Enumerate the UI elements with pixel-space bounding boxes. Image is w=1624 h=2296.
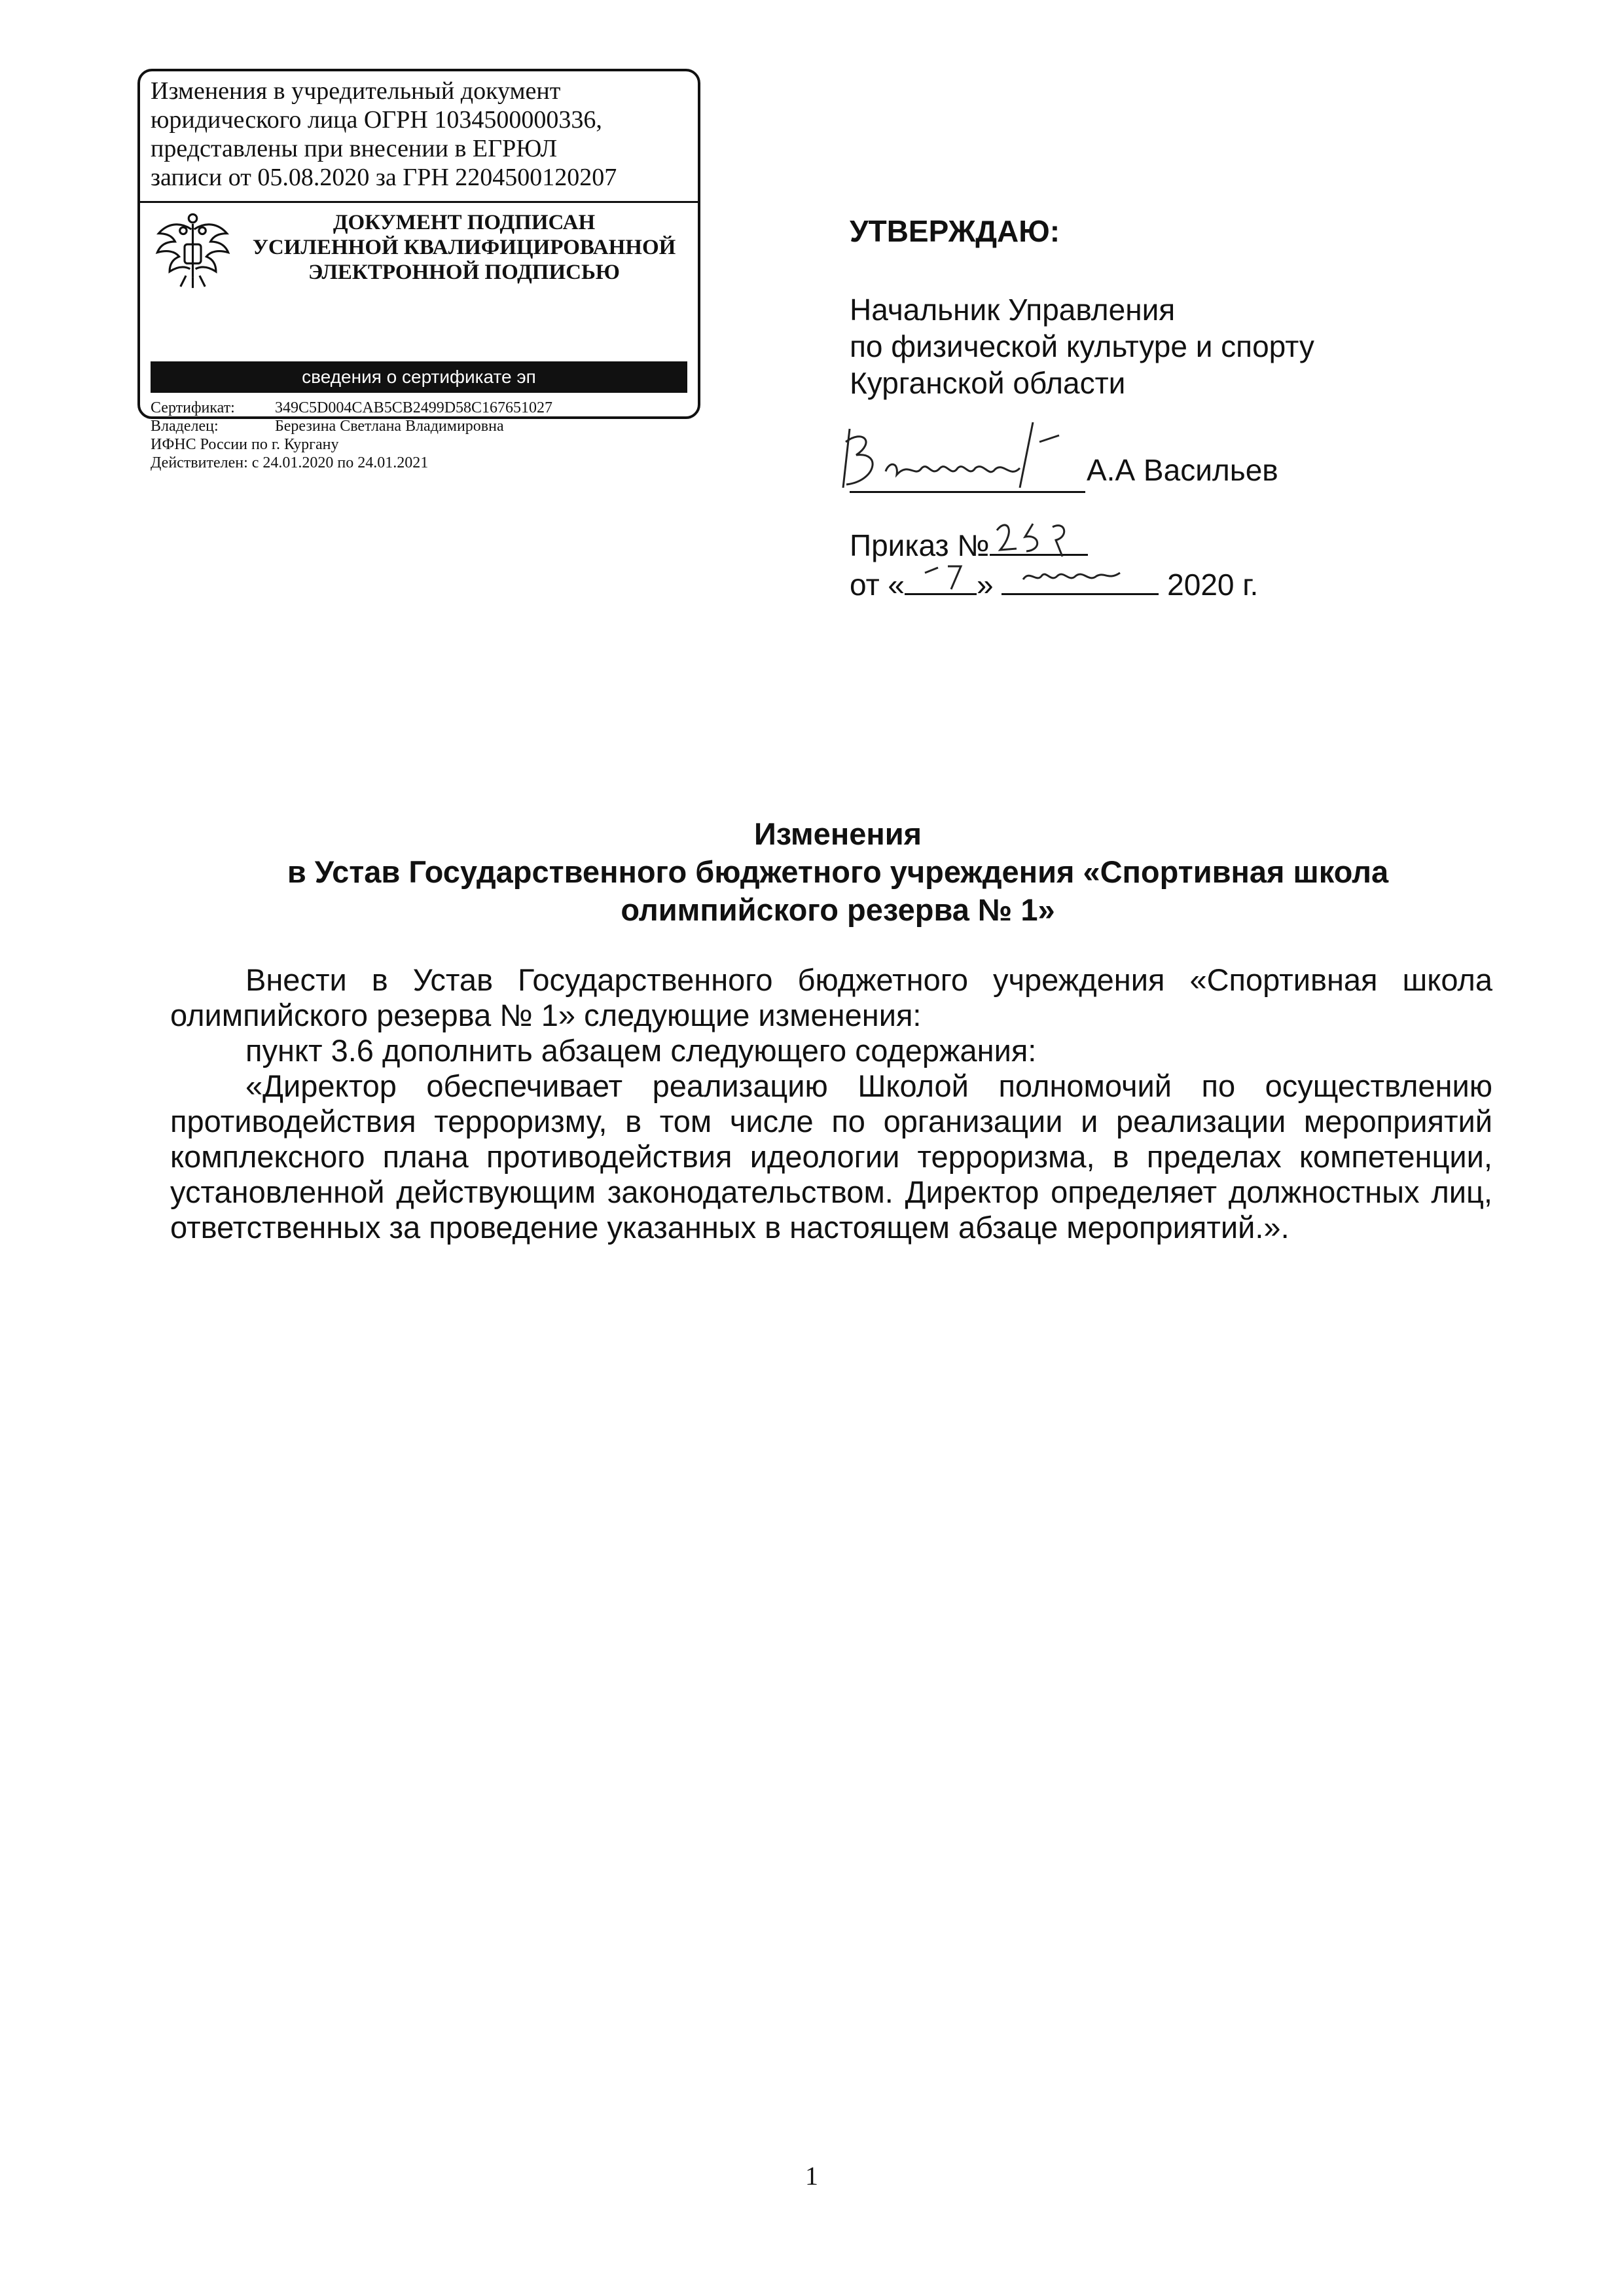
signatory-name: А.А Васильев <box>1087 453 1278 487</box>
valid-value: с 24.01.2020 по 24.01.2021 <box>251 454 429 471</box>
stamp-line: Изменения в учредительный документ <box>151 77 561 105</box>
owner-row <box>151 417 694 435</box>
body-paragraph: Внести в Устав Государственного бюджетного учреждения «Спортивная школа олимпийского резерва № 1» следующие изменения: <box>170 962 1492 1032</box>
stamp-divider <box>140 201 698 203</box>
approver-position <box>850 291 1314 401</box>
certificate-label: Сертификат: <box>151 399 235 416</box>
owner-value: Березина Светлана Владимировна <box>275 418 504 435</box>
page-number: 1 <box>805 2161 818 2191</box>
coat-of-arms-icon <box>152 209 234 291</box>
body-paragraph: пункт 3.6 дополнить абзацем следующего содержания: <box>245 1033 1037 1068</box>
order-label: Приказ № <box>850 528 990 562</box>
issuer-row: ИФНС России по г. Кургану <box>151 436 339 453</box>
signed-document-title <box>238 210 690 285</box>
signed-title-line: ДОКУМЕНТ ПОДПИСАН <box>333 211 596 234</box>
body-paragraph: «Директор обеспечивает реализацию Школой полномочий по осуществлению противодействия терроризму, в том числе по организации и реализации мероприятий комплексного плана противодействия идеологии терроризма, в пределах компетенции, установленной действующим законодательством. Директор определяет должностных лиц, ответственных за проведение указанных в настоящем абзаце мероприятий.». <box>170 1068 1492 1245</box>
valid-label: Действителен: <box>151 454 248 471</box>
document-body <box>170 962 1492 1245</box>
document-title <box>216 815 1460 929</box>
certificate-info-bar: сведения о сертификате эп <box>151 361 687 393</box>
position-line: Курганской области <box>850 366 1126 400</box>
certificate-details <box>151 399 694 472</box>
date-year: 2020 г. <box>1167 568 1259 602</box>
owner-label: Владелец: <box>151 418 219 435</box>
handwritten-signature <box>823 416 1098 494</box>
position-line: Начальник Управления <box>850 293 1176 327</box>
title-line: Изменения <box>753 816 922 851</box>
title-line: в Устав Государственного бюджетного учреждения «Спортивная школа <box>287 854 1389 889</box>
registration-stamp <box>137 69 700 471</box>
stamp-registration-note <box>151 77 687 192</box>
stamp-line: записи от 05.08.2020 за ГРН 2204500120207 <box>151 164 617 191</box>
handwritten-date <box>912 553 1161 599</box>
title-line: олимпийского резерва № 1» <box>621 892 1055 927</box>
signed-title-line: ЭЛЕКТРОННОЙ ПОДПИСЬЮ <box>308 261 620 284</box>
date-mid: » <box>977 568 994 602</box>
signed-title-line: УСИЛЕННОЙ КВАЛИФИЦИРОВАННОЙ <box>252 236 676 259</box>
stamp-line: юридического лица ОГРН 1034500000336, <box>151 106 602 134</box>
stamp-line: представлены при внесении в ЕГРЮЛ <box>151 135 558 162</box>
approval-heading: УТВЕРЖДАЮ: <box>850 214 1060 248</box>
position-line: по физической культуре и спорту <box>850 329 1314 363</box>
certificate-row <box>151 399 694 417</box>
date-prefix: от « <box>850 568 905 602</box>
certificate-value: 349C5D004CAB5CB2499D58C167651027 <box>275 399 553 416</box>
validity-row <box>151 454 694 472</box>
